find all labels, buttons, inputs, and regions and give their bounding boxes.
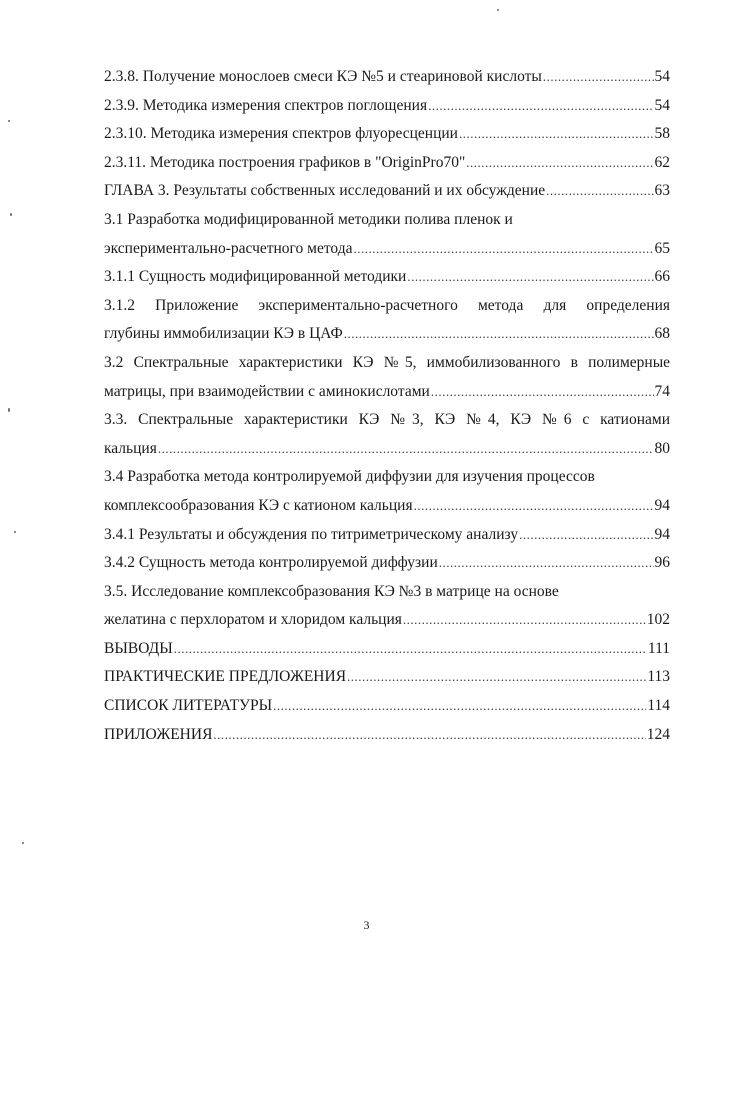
toc-page-number: 68 bbox=[654, 325, 670, 343]
toc-entry bbox=[104, 721, 670, 750]
scan-speck bbox=[8, 120, 10, 122]
toc-line bbox=[104, 663, 670, 692]
toc-entry bbox=[104, 177, 670, 206]
dot-leader bbox=[428, 92, 653, 121]
toc-entry bbox=[104, 406, 670, 463]
toc-title: ПРИЛОЖЕНИЯ bbox=[104, 725, 213, 743]
toc-entry bbox=[104, 578, 670, 635]
toc-page-number: 58 bbox=[654, 125, 670, 143]
toc-title: СПИСОК ЛИТЕРАТУРЫ bbox=[104, 697, 273, 715]
toc-page-number: 54 bbox=[654, 68, 670, 85]
toc-entry bbox=[104, 206, 670, 263]
toc-title-line: 3.1 Разработка модифицированной методики полива пленок и bbox=[104, 210, 513, 228]
toc-page-number: 111 bbox=[647, 639, 670, 657]
toc-entry bbox=[104, 63, 670, 92]
dot-leader bbox=[546, 177, 653, 206]
table-of-contents bbox=[104, 63, 670, 749]
toc-line bbox=[104, 92, 670, 121]
toc-title: 3.4.2 Сущность метода контролируемой диффузии bbox=[104, 554, 438, 572]
dot-leader bbox=[414, 492, 654, 521]
toc-line bbox=[104, 435, 670, 464]
dot-leader bbox=[459, 120, 654, 149]
toc-line bbox=[104, 692, 670, 721]
toc-line bbox=[104, 549, 670, 578]
toc-title: ПРАКТИЧЕСКИЕ ПРЕДЛОЖЕНИЯ bbox=[104, 668, 347, 686]
toc-title: 3.4.1 Результаты и обсуждения по титриметрическому анализу bbox=[104, 525, 519, 543]
toc-entry bbox=[104, 92, 670, 121]
toc-page-number: 65 bbox=[654, 239, 670, 257]
toc-page-number: 96 bbox=[654, 554, 670, 572]
dot-leader bbox=[353, 235, 653, 264]
toc-line bbox=[104, 235, 670, 264]
toc-entry bbox=[104, 120, 670, 149]
scan-speck bbox=[22, 842, 24, 844]
dot-leader bbox=[174, 635, 647, 664]
toc-title: желатина с перхлоратом и хлоридом кальция bbox=[104, 611, 402, 629]
toc-line bbox=[104, 378, 670, 407]
toc-page-number: 124 bbox=[646, 725, 670, 743]
toc-line bbox=[104, 320, 670, 349]
toc-page-number: 80 bbox=[654, 439, 670, 457]
toc-entry bbox=[104, 663, 670, 692]
toc-title: 2.3.10. Методика измерения спектров флуоресценции bbox=[104, 125, 458, 143]
toc-title-line: 3.1.2 Приложение экспериментально-расчетного метода для определения bbox=[104, 296, 670, 314]
toc-page-number: 113 bbox=[647, 668, 670, 686]
dot-leader bbox=[273, 692, 646, 721]
page-number: 3 bbox=[363, 918, 370, 932]
toc-entry bbox=[104, 635, 670, 664]
toc-entry bbox=[104, 292, 670, 349]
scan-speck bbox=[8, 408, 10, 412]
toc-line bbox=[104, 635, 670, 664]
toc-title: ГЛАВА 3. Результаты собственных исследований и их обсуждение bbox=[104, 182, 546, 200]
toc-entry bbox=[104, 149, 670, 178]
toc-entry bbox=[104, 263, 670, 292]
dot-leader bbox=[431, 378, 654, 407]
toc-title: 2.3.11. Методика построения графиков в "OriginPro70" bbox=[104, 153, 466, 171]
toc-title: глубины иммобилизации КЭ в ЦАФ bbox=[104, 325, 343, 343]
toc-entry bbox=[104, 349, 670, 406]
toc-page-number: 102 bbox=[646, 611, 670, 629]
toc-page-number: 62 bbox=[654, 153, 670, 171]
toc-line bbox=[104, 177, 670, 206]
scan-speck bbox=[497, 9, 499, 11]
dot-leader bbox=[347, 663, 646, 692]
dot-leader bbox=[158, 435, 654, 464]
toc-page-number: 74 bbox=[654, 382, 670, 400]
dot-leader bbox=[466, 149, 653, 178]
toc-line bbox=[104, 149, 670, 178]
toc-title: ВЫВОДЫ bbox=[104, 639, 173, 657]
toc-line bbox=[104, 263, 670, 292]
toc-page-number: 94 bbox=[654, 496, 670, 514]
dot-leader bbox=[439, 549, 654, 578]
toc-title: 3.1.1 Сущность модифицированной методики bbox=[104, 268, 407, 286]
dot-leader bbox=[519, 521, 653, 550]
toc-title: матрицы, при взаимодействии с аминокислотами bbox=[104, 382, 430, 400]
toc-title: 2.3.8. Получение монослоев смеси КЭ №5 и стеариновой кислоты bbox=[104, 68, 542, 85]
dot-leader bbox=[344, 320, 654, 349]
scan-speck bbox=[14, 531, 16, 533]
dot-leader bbox=[403, 606, 646, 635]
toc-entry bbox=[104, 521, 670, 550]
toc-line bbox=[104, 492, 670, 521]
toc-line bbox=[104, 63, 670, 92]
toc-page-number: 63 bbox=[654, 182, 670, 200]
toc-title: кальция bbox=[104, 439, 157, 457]
toc-line bbox=[104, 721, 670, 750]
toc-title-line: 3.4 Разработка метода контролируемой диффузии для изучения процессов bbox=[104, 468, 595, 486]
toc-entry bbox=[104, 692, 670, 721]
toc-title-line: 3.5. Исследование комплексобразования КЭ №3 в матрице на основе bbox=[104, 582, 559, 600]
toc-line bbox=[104, 120, 670, 149]
dot-leader bbox=[543, 63, 654, 92]
toc-entry bbox=[104, 463, 670, 520]
toc-page-number: 66 bbox=[654, 268, 670, 286]
toc-entry bbox=[104, 549, 670, 578]
toc-title: экспериментально-расчетного метода bbox=[104, 239, 353, 257]
toc-page-number: 54 bbox=[654, 96, 670, 114]
toc-title: 2.3.9. Методика измерения спектров поглощения bbox=[104, 96, 428, 114]
toc-line bbox=[104, 521, 670, 550]
scan-speck bbox=[10, 213, 12, 216]
toc-title-line: 3.3. Спектральные характеристики КЭ №3, КЭ №4, КЭ №6 с катионами bbox=[104, 411, 670, 429]
toc-line bbox=[104, 606, 670, 635]
toc-page-number: 114 bbox=[647, 697, 670, 715]
dot-leader bbox=[407, 263, 653, 292]
toc-title: комплексообразования КЭ с катионом кальция bbox=[104, 496, 413, 514]
dot-leader bbox=[213, 721, 645, 750]
toc-title-line: 3.2 Спектральные характеристики КЭ №5, иммобилизованного в полимерные bbox=[104, 353, 670, 371]
toc-page-number: 94 bbox=[654, 525, 670, 543]
